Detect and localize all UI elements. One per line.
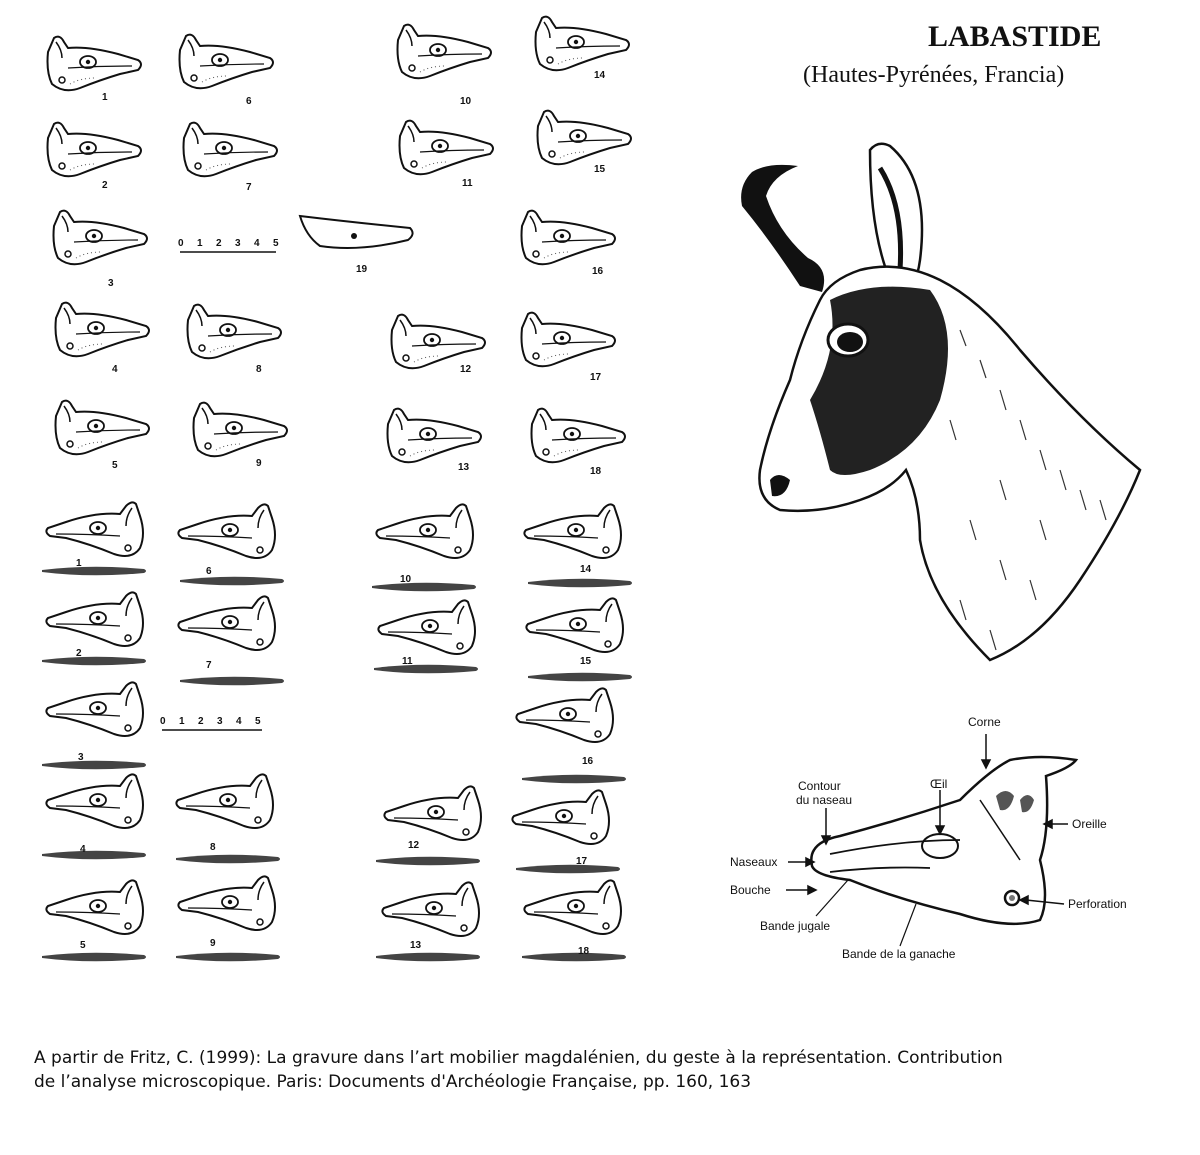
specimen-number-lower-15: 15 — [580, 656, 592, 667]
lower-scale-tick-5: 5 — [255, 716, 261, 727]
specimen-number-upper-1: 1 — [102, 92, 108, 103]
specimen-number-lower-16: 16 — [582, 756, 594, 767]
upper-scale-tick-2: 2 — [216, 238, 222, 249]
lower-scale-tick-4: 4 — [236, 716, 242, 727]
specimen-number-upper-14: 14 — [594, 70, 606, 81]
label-bouche: Bouche — [730, 883, 771, 897]
specimen-number-lower-4: 4 — [80, 844, 86, 855]
labeled-schema-diagram — [730, 715, 1127, 961]
specimen-19 — [300, 216, 413, 248]
lower-scale-bar — [160, 716, 262, 730]
specimen-number-upper-6: 6 — [246, 96, 252, 107]
specimen-number-upper-7: 7 — [246, 182, 252, 193]
lower-numbers — [76, 558, 594, 957]
specimen-number-lower-1: 1 — [76, 558, 82, 569]
lower-scale-tick-2: 2 — [198, 716, 204, 727]
specimen-number-upper-17: 17 — [590, 372, 602, 383]
specimen-number-lower-18: 18 — [578, 946, 590, 957]
specimen-number-upper-3: 3 — [108, 278, 114, 289]
specimen-number-upper-11: 11 — [462, 178, 473, 189]
upper-scale-tick-3: 3 — [235, 238, 241, 249]
label-oeil: Œil — [930, 777, 948, 791]
specimen-number-upper-10: 10 — [460, 96, 472, 107]
label-corne: Corne — [968, 715, 1001, 729]
specimen-number-upper-8: 8 — [256, 364, 262, 375]
label-bande-ganache: Bande de la ganache — [842, 947, 956, 961]
specimen-number-upper-16: 16 — [592, 266, 604, 277]
caption-line-1: A partir de Fritz, C. (1999): La gravure dans l’art mobilier magdalénien, du geste à la représentation. Contribution — [34, 1048, 1003, 1068]
upper-scale-tick-4: 4 — [254, 238, 260, 249]
specimen-number-upper-18: 18 — [590, 466, 602, 477]
upper-scale-bar — [178, 238, 279, 252]
page-title: LABASTIDE — [928, 20, 1102, 53]
specimen-number-lower-8: 8 — [210, 842, 216, 853]
label-bande-jugale: Bande jugale — [760, 919, 831, 933]
citation-caption — [34, 1046, 1184, 1094]
lower-heads — [42, 502, 632, 961]
specimen-number-lower-10: 10 — [400, 574, 412, 585]
specimen-number-lower-11: 11 — [402, 656, 413, 667]
upper-scale-tick-1: 1 — [197, 238, 203, 249]
specimen-number-upper-4: 4 — [112, 364, 118, 375]
specimen-number-lower-17: 17 — [576, 856, 588, 867]
upper-scale-tick-5: 5 — [273, 238, 279, 249]
specimen-number-lower-3: 3 — [78, 752, 84, 763]
label-perforation: Perforation — [1068, 897, 1127, 911]
specimen-number-lower-14: 14 — [580, 564, 592, 575]
specimen-number-lower-5: 5 — [80, 940, 86, 951]
chamois-head-drawing — [741, 144, 1140, 660]
specimen-number-upper-13: 13 — [458, 462, 470, 473]
specimen-number-upper-12: 12 — [460, 364, 472, 375]
specimen-number-upper-9: 9 — [256, 458, 262, 469]
label-contour-1: Contour — [798, 779, 841, 793]
upper-heads — [48, 17, 632, 463]
specimen-number-upper-2: 2 — [102, 180, 108, 191]
specimen-number-lower-6: 6 — [206, 566, 212, 577]
specimen-number-lower-9: 9 — [210, 938, 216, 949]
specimen-number-lower-2: 2 — [76, 648, 82, 659]
label-naseaux: Naseaux — [730, 855, 778, 869]
lower-scale-tick-1: 1 — [179, 716, 185, 727]
specimen-number-lower-12: 12 — [408, 840, 420, 851]
upper-numbers — [102, 70, 606, 477]
upper-scale-tick-0: 0 — [178, 238, 184, 249]
specimen-number-lower-13: 13 — [410, 940, 422, 951]
lower-scale-tick-3: 3 — [217, 716, 223, 727]
specimen-number-upper-5: 5 — [112, 460, 118, 471]
specimen-number-lower-7: 7 — [206, 660, 212, 671]
lower-scale-tick-0: 0 — [160, 716, 166, 727]
specimen-number-upper-19: 19 — [356, 264, 368, 275]
page-subtitle: (Hautes-Pyrénées, Francia) — [803, 62, 1065, 88]
caption-line-2: de l’analyse microscopique. Paris: Documents d'Archéologie Française, pp. 160, 163 — [34, 1072, 752, 1092]
label-oreille: Oreille — [1072, 817, 1107, 831]
specimen-number-upper-15: 15 — [594, 164, 606, 175]
label-contour-2: du naseau — [796, 793, 853, 807]
